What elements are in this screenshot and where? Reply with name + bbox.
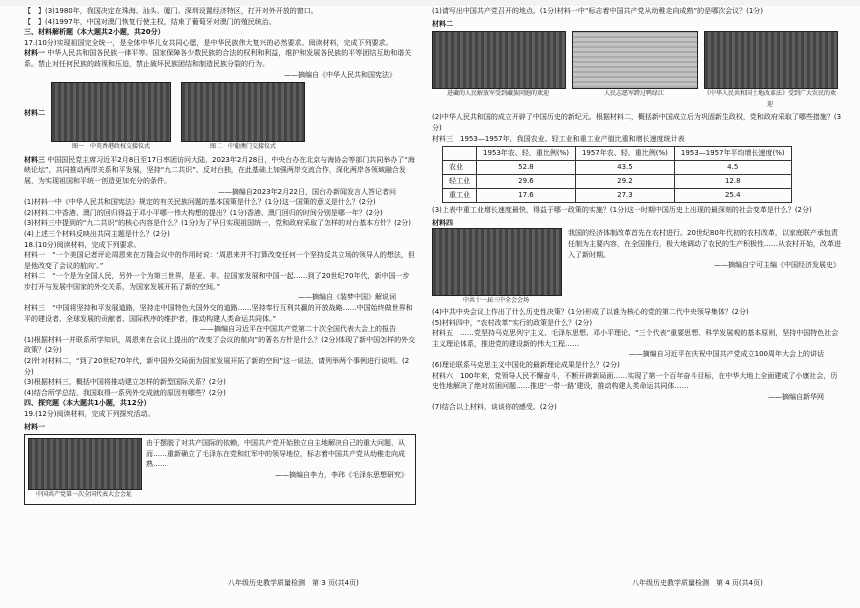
table-header-cell: 1953年农、轻、重比例(%) — [477, 147, 576, 161]
photo-pla-tibet — [432, 31, 566, 89]
material-source: ——摘编自习近平在庆祝中国共产党成立100周年大会上的讲话 — [628, 350, 824, 359]
material-label: 材料一 — [24, 49, 45, 58]
photo-row — [432, 31, 844, 110]
material-4 — [432, 228, 844, 307]
q18-subquestion: (1)根据材料一并联系所学知识，周恩来在会议上提出的“改变了会议的航向”的著名方针是什么？(2分)体现了新中国怎样的外交政策？(2分) — [24, 335, 416, 355]
q18-subquestion: (2)针对材料二，“到了20世纪70年代，新中国外交局面为国家发展开拓了新的空间”这一说法，请列举两个事例进行说明。(2分) — [24, 357, 410, 376]
photo-first-congress-site — [28, 438, 142, 490]
q17-subquestion: (2)材料二中香港、澳门的回归得益于邓小平哪一伟大构想的提出？(1分)香港、澳门回归的时间分别是哪一年？(2分) — [24, 208, 383, 217]
photo-hk-handover — [51, 82, 171, 142]
q19-material-1-box — [24, 434, 416, 505]
material-text: 由于摆脱了对共产国际的依赖，中国共产党开始独立自主地解决自己的重大问题，从而……重新确立了毛泽东在党和红军中的领导地位，标志着中国共产党从幼稚走向成熟…… — [146, 439, 405, 469]
table-row — [443, 161, 792, 175]
q19-subquestion: (7)结合以上材料，谈谈你的感受。(2分) — [432, 403, 557, 412]
material-3-title: 材料三 1953—1957年，我国农业、轻工业和重工业产值比重和增长速度统计表 — [432, 134, 685, 143]
true-false-item: 【 】(3)1980年，我国决定在珠海、汕头、厦门、深圳设置经济特区，打开对外开放的窗口。 — [24, 7, 318, 15]
table-cell: 43.5 — [575, 161, 674, 175]
photo-caption: 《中华人民共和国土地改革法》受到广大农民的欢迎 — [704, 90, 837, 108]
q19-subquestion: (1)请写出中国共产党召开的地点。(1分)材料一中“标志着中国共产党从幼稚走向成熟”的是哪次会议？(1分) — [432, 7, 763, 15]
material-3 — [24, 155, 416, 187]
material-source: ——摘编自宁可主编《中国经济发展史》 — [714, 261, 840, 270]
material-label: 材料四 — [432, 218, 453, 227]
page-footer-left: 八年级历史教学质量检测 第 3 页(共4页) — [228, 579, 359, 587]
material-text: 中国国民党主席习近平2月8日至17日率团访问大陆，2023年2月28日，中央台办在北京与海协会等部门共同举办了“海峡论坛”，共同推动两岸关系和平发展，坚持“九二共识”、反对台独，在此基础上加强两岸交流合作，深化两岸各领域融合发展，为实现祖国和平统一创造更加充分的条件。 — [24, 155, 415, 185]
material-source: ——摘编自《装梦中国》解说词 — [298, 293, 396, 302]
section-heading: 四、探究题（本大题共1小题，共12分） — [24, 399, 151, 408]
material-label: 材料三 — [24, 155, 45, 164]
table-header-cell: 1953—1957年平均增长速度(%) — [674, 147, 791, 161]
q18-subquestion: (4)结合所学总结，我国取得一系列外交成就的原因有哪些？(2分) — [24, 388, 226, 397]
material-5: 材料五 ……党坚持马克思列宁主义、毛泽东思想、邓小平理论、“三个代表”重要思想、科学发展观的基本原则，坚持中国特色社会主义理论体系，推进党的建设新的伟大工程…… — [432, 329, 839, 348]
photo-land-reform — [704, 31, 838, 89]
material-source: ——摘编自2023年2月22日，国台办新闻发言人答记者问 — [217, 187, 396, 196]
left-page — [24, 6, 416, 505]
photo-caption: 图二 中葡澳门交接仪式 — [209, 143, 276, 151]
photo-caption: 人民志愿军跨过鸭绿江 — [603, 90, 664, 98]
q17-subquestion: (1)材料一中《中华人民共和国宪法》规定的有关民族问题的基本国策是什么？(1分)这一国策的意义是什么？(2分) — [24, 198, 376, 207]
material-label: 材料一 — [24, 422, 45, 431]
material-source: ——摘编自《中华人民共和国宪法》 — [284, 70, 396, 79]
q19-subquestion: (2)中华人民共和国的成立开辟了中国历史的新纪元。根据材料二，概括新中国成立后为巩固新生政权，党和政府采取了哪些措施？(3分) — [432, 113, 842, 132]
table-header-cell: 1957年农、轻、重比例(%) — [575, 147, 674, 161]
photo-yalu-river — [572, 31, 698, 89]
table-cell: 农业 — [443, 161, 477, 175]
table-cell: 52.8 — [477, 161, 576, 175]
material-1 — [24, 48, 416, 69]
q19-subquestion: (3)上表中重工业增长速度最快，得益于哪一政策的实施？(1分)这一时期中国历史上出现的最深刻的社会变革是什么？(2分) — [432, 206, 812, 215]
material-source: ——摘编自新华网 — [768, 392, 824, 401]
section-heading: 三、材料解析题（本大题共2小题，共20分） — [24, 28, 165, 37]
table-header-row — [443, 147, 792, 161]
q17-subquestion: (3)材料三中提到的“九二共识”的核心内容是什么？(1分)为了早日实现祖国统一，党和政府采取了怎样的对台基本方针？(2分) — [24, 219, 411, 228]
q18-material-2: 材料二 “一个是为全国人民，另外一个为第三世界，是亚、非、拉国家发展和中国一起……到了20世纪70年代，新中国一步步打开与发展中国家的外交关系，为国家发展开拓了新的空间。” — [24, 272, 410, 291]
right-page — [432, 6, 844, 413]
page-footer-right: 八年级历史教学质量检测 第 4 页(共4页) — [632, 579, 763, 587]
photo-macau-handover — [181, 82, 305, 142]
table-cell: 12.8 — [674, 175, 791, 189]
material-label: 材料二 — [24, 109, 45, 118]
table-cell: 25.4 — [674, 189, 791, 203]
q19-subquestion: (6)理论联系马克思主义中国化的最新理论成果是什么？(2分) — [432, 360, 620, 369]
material-2 — [24, 80, 416, 155]
photo-third-plenum — [432, 228, 562, 296]
material-text: 中华人民共和国各民族一律平等。国家保障各少数民族的合法的权利和利益，维护和发展各民族的平等团结互助和谐关系。禁止对任何民族的歧视和压迫，禁止破坏民族团结和制造民族分裂的行为。 — [24, 49, 412, 68]
q19-subquestion: (5)材料四中，“农村改革”实行的政策是什么？(2分) — [432, 318, 593, 327]
question-17-stem: 17.(10分)实现祖国完全统一，是全体中华儿女共同心愿，是中华民族伟大复兴的必然要求。阅读材料，完成下列要求。 — [24, 38, 393, 47]
question-18-stem: 18.(10分)阅读材料，完成下列要求。 — [24, 240, 141, 249]
table-cell: 29.6 — [477, 175, 576, 189]
table-cell: 轻工业 — [443, 175, 477, 189]
table-cell: 4.5 — [674, 161, 791, 175]
material-label: 材料二 — [432, 19, 453, 28]
question-19-stem: 19.(12分)阅读材料，完成下列探究活动。 — [24, 410, 155, 418]
material-6: 材料六 100年来，党领导人民不懈奋斗，不断开辟新局面……实现了第一个百年奋斗目标，在中华大地上全面建成了小康社会，历史性地解决了绝对贫困问题……推进‘一带一路’建设，推动构建人类命运共同体…… — [432, 371, 838, 391]
table-row — [443, 175, 792, 189]
photo-caption: 图一 中英香港政权交接仪式 — [71, 143, 150, 151]
photo-caption: 中国共产党第一次全国代表大会会址 — [35, 491, 132, 499]
q17-subquestion: (4)上述三个材料反映出共同主题是什么？(2分) — [24, 229, 170, 238]
material-text: 我国的经济体制改革首先在农村进行。20世纪80年代初的农村改革，以家庭联产承包责任制为主要内容，在全国推行，极大地调动了农民的生产积极性……从农村开始，改革进入了新时期。 — [568, 229, 841, 259]
table-cell: 27.3 — [575, 189, 674, 203]
material-source: ——摘编自李力，李玮《毛泽东思想研究》 — [275, 470, 408, 479]
material-source: ——摘编自习近平在中国共产党第二十次全国代表大会上的报告 — [200, 325, 396, 334]
table-header-cell — [443, 147, 477, 161]
true-false-item: 【 】(4)1997年，中国对澳门恢复行使主权，结束了葡萄牙对澳门的殖民统治。 — [24, 17, 276, 26]
q19-subquestion: (4)中共中央会议上作出了什么历史性决策？(1分)形成了以谁为核心的党的第二代中央领导集体？(2分) — [432, 307, 749, 316]
photo-row — [51, 82, 305, 153]
table-cell: 29.2 — [575, 175, 674, 189]
industry-output-table — [442, 146, 792, 203]
table-cell: 重工业 — [443, 189, 477, 203]
q18-subquestion: (3)根据材料三，概括中国将推动建立怎样的新型国际关系？(2分) — [24, 378, 226, 387]
table-row — [443, 189, 792, 203]
q18-material-3: 材料三 “中国将坚持和平发展道路，坚持走中国特色大国外交的道路……坚持奉行互利共赢的开放战略……中国始终做世界和平的建设者、全球发展的贡献者、国际秩序的维护者，推动构建人类命运共同体。” — [24, 304, 413, 323]
q18-material-1: 材料一 “一个美国记者评论周恩来在万隆会议中的作用时说：‘周恩来并不打算改变任何一个坚持反共立场的领导人的想法，但是他改变了会议的航向’。” — [24, 251, 415, 270]
photo-caption: 中共十一届三中全会会场 — [462, 297, 529, 305]
table-cell: 17.6 — [477, 189, 576, 203]
photo-caption: 进藏的人民解放军受到藏族同胞的欢迎 — [446, 90, 549, 98]
